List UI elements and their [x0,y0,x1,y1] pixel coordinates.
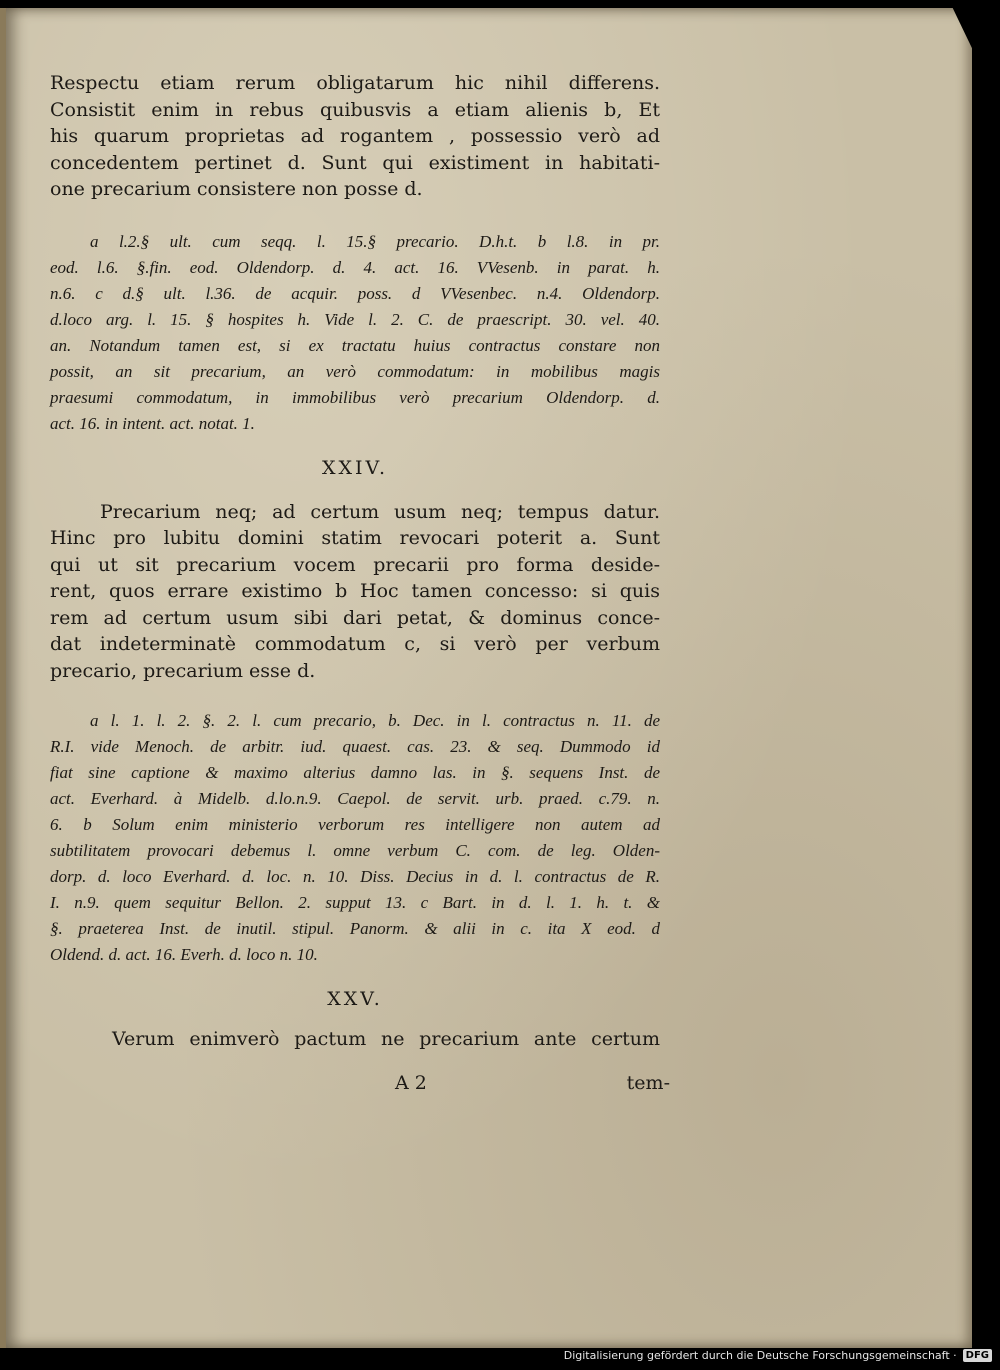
note-line: R.I. vide Menoch. de arbitr. iud. quaest. cas. 23. & seq. Dummodo id [50,737,660,756]
text-line: his quarum proprietas ad rogantem , possessio verò ad [50,125,660,147]
text-line: Precarium neq; ad certum usum neq; tempus datur. [100,500,660,523]
note-line: n.6. c d.§ ult. l.36. de acquir. poss. d VVesenbec. n.4. Oldendorp. [50,283,660,303]
section-heading-xxiv: XXIV. [322,456,388,479]
text-line: one precarium consistere non posse d. [50,178,423,200]
digitization-credit [564,1349,992,1362]
text-line: Hinc pro lubitu domini statim revocari poterit a. Sunt [50,527,660,549]
page-content [50,70,660,1053]
catchword: tem- [626,1072,670,1094]
text-line: dat indeterminatè commodatum c, si verò per verbum [50,633,660,655]
note-line: §. praeterea Inst. de inutil. stipul. Panorm. & alii in c. ita X eod. d [50,919,660,938]
page-edge [0,8,6,1348]
note-line: eod. l.6. §.fin. eod. Oldendorp. d. 4. act. 16. VVesenb. in parat. h. [50,257,660,277]
note-line: a l.2.§ ult. cum seqq. l. 15.§ precario. D.h.t. b l.8. in pr. [90,231,660,251]
paragraph-xxiv [50,499,660,685]
note-line: fiat sine captione & maximo alterius damno las. in §. sequens Inst. de [50,763,660,782]
note-line: praesumi commodatum, in immobilibus verò precarium Oldendorp. d. [50,387,660,407]
text-line: precario, precarium esse d. [50,659,316,682]
text-line: Verum enimverò pactum ne precarium ante certum [112,1028,660,1050]
note-line: 6. b Solum enim ministerio verborum res intelligere non autem ad [50,815,660,834]
note-line: dorp. d. loco Everhard. d. loc. n. 10. Diss. Decius in d. l. contractus de R. [50,867,660,886]
paragraph-xxv [50,1026,660,1053]
note-line: Oldend. d. act. 16. Everh. d. loco n. 10. [50,945,318,964]
signature-mark: A 2 [395,1072,427,1094]
credit-text: Digitalisierung gefördert durch die Deutsche Forschungsgemeinschaft · [563,1349,957,1362]
note-line: an. Notandum tamen est, si ex tractatu huius contractus constare non [50,335,660,355]
text-line: Respectu etiam rerum obligatarum hic nihil differens. [50,72,660,94]
text-line: qui ut sit precarium vocem precarii pro forma deside- [50,553,660,576]
text-line: rem ad certum usum sibi dari petat, & dominus conce- [50,606,660,629]
note-line: subtilitatem provocari debemus l. omne verbum C. com. de leg. Olden- [50,841,660,860]
note-line: a l. 1. l. 2. §. 2. l. cum precario, b. Dec. in l. contractus n. 11. de [90,711,660,730]
text-line: rent, quos errare existimo b Hoc tamen concesso: si quis [50,580,660,602]
dfg-logo-icon: DFG [963,1349,992,1362]
text-line: Consistit enim in rebus quibusvis a etiam alienis b, Et [50,98,660,121]
note-line: possit, an sit precarium, an verò commodatum: in mobilibus magis [50,361,660,381]
section-heading-xxv: XXV. [327,988,383,1010]
note-line: act. 16. in intent. act. notat. 1. [50,413,255,433]
note-line: I. n.9. quem sequitur Bellon. 2. supput 13. c Bart. in d. l. 1. h. t. & [50,893,660,912]
paragraph-xxiii-continuation [50,70,660,203]
footnotes-xxiii [50,229,660,437]
text-line: concedentem pertinet d. Sunt qui existiment in habitati- [50,151,660,174]
note-line: act. Everhard. à Midelb. d.lo.n.9. Caepol. de servit. urb. praed. c.79. n. [50,789,660,808]
note-line: d.loco arg. l. 15. § hospites h. Vide l. 2. C. de praescript. 30. vel. 40. [50,309,660,329]
footnotes-xxiv [50,708,660,968]
